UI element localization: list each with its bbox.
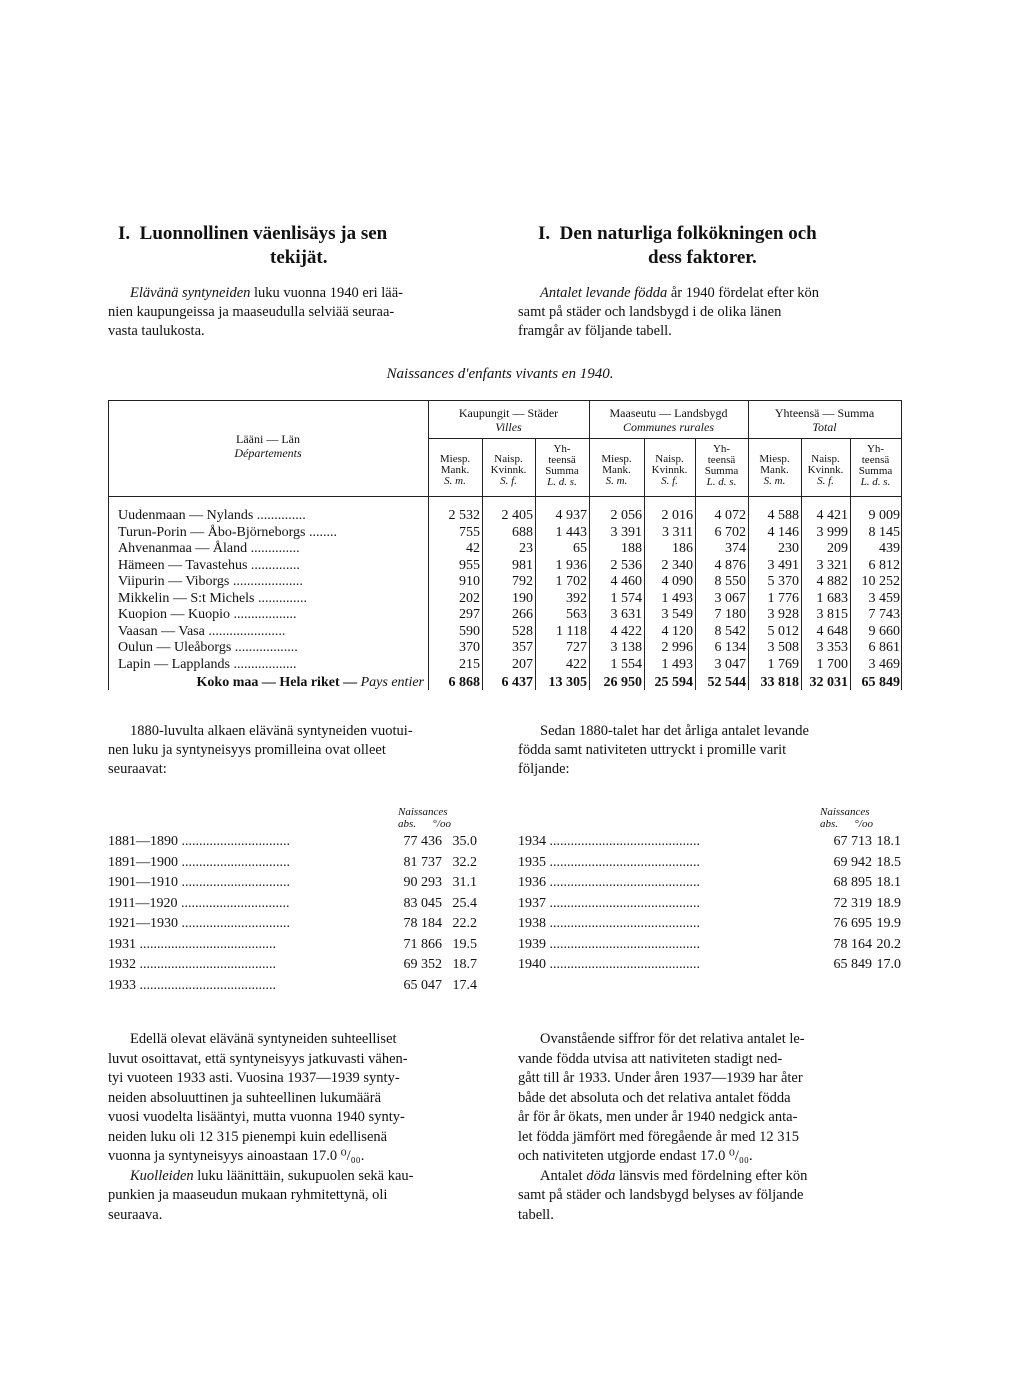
table-cell: 955 [459, 557, 480, 573]
period-label: 1931 ....................................... [108, 936, 276, 952]
table-cell: 1 493 [661, 590, 693, 606]
births-abs: 81 737 [403, 854, 442, 870]
dep-header-l1: Lääni — Län [236, 432, 300, 446]
total-row-label [197, 675, 424, 691]
period-label: 1940 ........................................... [518, 957, 700, 972]
table-cell: 3 311 [662, 524, 693, 540]
table-cell: 10 252 [861, 574, 900, 589]
table-cell: 1 554 [610, 656, 642, 672]
table-cell: 392 [566, 590, 587, 606]
table-cell: 23 [519, 541, 533, 556]
table-cell: 3 491 [767, 557, 799, 573]
table-cell: 6 812 [868, 557, 900, 573]
period-label: 1935 ........................................... [518, 854, 700, 870]
period-label: 1937 ........................................... [518, 895, 700, 911]
table-cell: 1 574 [610, 590, 642, 606]
table-cell: 42 [466, 541, 480, 556]
bl-italic: Kuolleiden [130, 1167, 194, 1184]
total-cell: 6 868 [448, 675, 480, 690]
bl-line: neiden absoluuttinen ja suhteellinen lukumäärä [108, 1089, 382, 1106]
group-cities-l1: Kaupungit — Städer [458, 406, 559, 420]
table-cell: 3 999 [816, 524, 848, 540]
birth-rate: 22.2 [452, 916, 477, 931]
group-rural-l2: Communes rurales [622, 420, 714, 434]
table-cell: 1 776 [767, 590, 799, 606]
table-cell: 910 [459, 574, 480, 589]
sub-sum: Yh- teensä Summa L. d. s. [545, 443, 579, 488]
right-title-number: I. [538, 223, 551, 244]
sub-women: Naisp. Kvinnk. S. f. [490, 453, 527, 487]
births-abs: 77 436 [403, 834, 442, 849]
table-cell: 4 882 [816, 574, 848, 589]
table-cell: 563 [566, 607, 587, 622]
row-label: Vaasan — Vasa ...................... [118, 623, 286, 639]
group-total-l2: Total [812, 420, 837, 434]
period-label: 1933 ....................................... [108, 977, 276, 993]
total-label-bold: Koko maa — Hela riket — [196, 675, 358, 690]
bottom-left-paragraph [108, 1030, 493, 1225]
row-label: Viipurin — Viborgs .................... [118, 574, 303, 589]
total-cell: 6 437 [501, 675, 533, 690]
sub-men: Miesp. Mank. S. m. [601, 453, 632, 487]
total-cell: 65 849 [861, 675, 900, 690]
birth-rate: 25.4 [452, 895, 477, 911]
table-cell: 357 [512, 640, 533, 655]
table-cell: 4 588 [767, 508, 799, 523]
row-label: Ahvenanmaa — Åland .............. [118, 541, 300, 556]
bl-line: luvut osoittavat, että syntyneisyys jatkuvasti vähen- [108, 1050, 408, 1067]
period-label: 1938 ........................................... [518, 916, 700, 931]
births-abs: 78 184 [403, 916, 442, 931]
table-cell: 688 [512, 524, 533, 540]
table-cell: 9 009 [868, 508, 900, 523]
table-cell: 439 [879, 541, 900, 556]
table-cell: 3 469 [868, 656, 900, 672]
birth-rate: 18.5 [876, 854, 901, 870]
table-cell: 2 996 [661, 640, 693, 655]
br-italic: döda [586, 1167, 616, 1184]
birth-rate: 32.2 [452, 854, 477, 870]
table-cell: 4 460 [610, 574, 642, 589]
births-abs: 65 849 [833, 957, 872, 972]
left-intro-l3: vasta taulukosta. [108, 323, 205, 339]
table-cell: 7 743 [868, 607, 900, 622]
table-cell: 4 876 [714, 557, 746, 573]
table-cell: 5 012 [767, 623, 799, 639]
group-cities-l2: Villes [495, 420, 522, 434]
table-cell: 188 [621, 541, 642, 556]
mid-left-l2: nen luku ja syntyneisyys promilleina ovat olleet [108, 742, 386, 758]
table-cell: 3 353 [816, 640, 848, 655]
birth-rate: 20.2 [876, 936, 901, 952]
table-cell: 792 [512, 574, 533, 589]
total-cell: 25 594 [654, 675, 693, 690]
births-abs: 69 942 [833, 854, 872, 870]
left-intro [108, 284, 493, 341]
period-label: 1901—1910 ............................... [108, 875, 290, 890]
right-intro-l1: år 1940 fördelat efter kön [670, 285, 820, 301]
table-cell: 4 421 [816, 508, 848, 523]
right-section-title [538, 222, 908, 270]
left-intro-l2: nien kaupungeissa ja maaseudulla selviää seuraa- [108, 304, 395, 320]
br-line: både det absoluta och det relativa antalet födda [518, 1089, 791, 1106]
table-cell: 3 047 [714, 656, 746, 672]
birth-rate: 19.9 [876, 916, 901, 931]
sub-men: Miesp. Mank. S. m. [759, 453, 790, 487]
table-cell: 6 702 [714, 524, 746, 540]
births-abs: 72 319 [833, 895, 872, 911]
br-p2-l3: tabell. [518, 1206, 554, 1223]
table-cell: 1 118 [556, 623, 587, 639]
left-section-title [118, 222, 478, 270]
row-label: Mikkelin — S:t Michels .............. [118, 590, 307, 606]
births-abs: 71 866 [403, 936, 442, 952]
table-cell: 4 422 [610, 623, 642, 639]
table-cell: 5 370 [767, 574, 799, 589]
total-cell: 32 031 [809, 675, 848, 690]
group-header-cities [428, 406, 589, 434]
table-cell: 3 549 [661, 607, 693, 622]
sub-sum: Yh- teensä Summa L. d. s. [858, 443, 893, 488]
br-line: och nativiteten utgjorde endast 17.0 ⁰/₀₀. [518, 1148, 753, 1164]
table-cell: 374 [725, 541, 746, 556]
table-cell: 65 [573, 541, 587, 556]
births-abs: 90 293 [403, 875, 442, 890]
births-abs: 76 695 [833, 916, 872, 931]
table-cell: 8 145 [868, 524, 900, 540]
table-cell: 4 648 [816, 623, 848, 639]
table-cell: 981 [512, 557, 533, 573]
sub-sum: Yh- teensä Summa L. d. s. [704, 443, 739, 488]
left-title-number: I. [118, 223, 131, 244]
total-cell: 13 305 [548, 675, 587, 690]
table-cell: 2 532 [448, 508, 480, 523]
table-cell: 1 683 [816, 590, 848, 606]
bl-line: vuonna ja syntyneisyys ainoastaan 17.0 ⁰/₀₀. [108, 1148, 365, 1164]
births-abs: 67 713 [833, 834, 872, 849]
br-p2-a: Antalet [540, 1167, 583, 1184]
table-cell: 4 937 [555, 508, 587, 523]
mid-right-paragraph [518, 722, 903, 779]
row-label: Hämeen — Tavastehus .............. [118, 557, 300, 573]
group-rural-l1: Maaseutu — Landsbygd [609, 406, 728, 420]
mid-right-l1: Sedan 1880-talet har det årliga antalet levande [540, 723, 809, 739]
bl-line: neiden luku oli 12 315 pienempi kuin edellisenä [108, 1128, 388, 1145]
table-cell: 207 [512, 656, 533, 672]
births-table [108, 400, 902, 690]
bl-p2-l2: punkien ja maaseudun mukaan ryhmitettynä, oli [108, 1187, 388, 1203]
table-cell: 4 090 [661, 574, 693, 589]
right-title-line2: dess faktorer. [648, 247, 757, 268]
dep-header-l2: Départements [234, 446, 302, 460]
period-label: 1921—1930 ............................... [108, 916, 290, 931]
sub-women: Naisp. Kvinnk. S. f. [651, 453, 688, 487]
table-cell: 2 536 [610, 557, 642, 573]
table-cell: 4 146 [767, 524, 799, 540]
mid-right-l3: följande: [518, 761, 570, 777]
br-line: gått till år 1933. Under åren 1937—1939 har åter [518, 1070, 803, 1086]
left-title-line2: tekijät. [270, 247, 328, 268]
birth-rate: 18.7 [452, 957, 477, 972]
table-cell: 297 [459, 607, 480, 622]
table-cell: 1 700 [816, 656, 848, 672]
table-cell: 8 550 [714, 574, 746, 589]
br-p2-l2: samt på städer och landsbygd belyses av följande [518, 1187, 804, 1203]
birth-rate: 19.5 [452, 936, 477, 952]
period-label: 1934 ........................................... [518, 834, 700, 849]
period-label: 1911—1920 ............................... [108, 895, 290, 911]
mid-left-paragraph [108, 722, 493, 779]
mid-left-l3: seuraavat: [108, 761, 167, 777]
mid-left-l1: 1880-luvulta alkaen elävänä syntyneiden vuotui- [130, 723, 413, 739]
table-cell: 186 [672, 541, 693, 556]
br-line: Ovanstående siffror för det relativa antalet le- [540, 1031, 805, 1047]
births-abs: 83 045 [403, 895, 442, 911]
small-left-head: Naissances abs. °/oo [398, 806, 451, 830]
table-cell: 8 542 [714, 623, 746, 639]
mid-right-l2: födda samt nativiteten uttryckt i promille varit [518, 742, 787, 758]
period-label: 1932 ....................................... [108, 957, 276, 972]
bl-p2-l1: luku läänittäin, sukupuolen sekä kau- [197, 1167, 414, 1184]
table-cell: 6 861 [868, 640, 900, 655]
birth-rate: 35.0 [452, 834, 477, 849]
table-cell: 1 493 [661, 656, 693, 672]
table-cell: 3 138 [610, 640, 642, 655]
table-cell: 266 [512, 607, 533, 622]
table-cell: 2 056 [610, 508, 642, 523]
table-cell: 190 [512, 590, 533, 606]
table-cell: 3 459 [868, 590, 900, 606]
bl-line: tyi vuoteen 1933 asti. Vuosina 1937—1939 synty- [108, 1070, 400, 1086]
total-label-italic: Pays entier [360, 675, 424, 690]
group-header-rural [589, 406, 748, 434]
row-label: Turun-Porin — Åbo-Björneborgs ........ [118, 524, 337, 540]
table-cell: 209 [827, 541, 848, 556]
group-total-l1: Yhteensä — Summa [774, 406, 875, 420]
table-cell: 4 120 [661, 623, 693, 639]
birth-rate: 31.1 [452, 875, 477, 890]
table-cell: 2 340 [661, 557, 693, 573]
table-cell: 1 936 [555, 557, 587, 573]
bottom-right-paragraph [518, 1030, 903, 1225]
br-line: år för år ökats, men under år 1940 nedgick anta- [518, 1109, 798, 1125]
table-cell: 202 [459, 590, 480, 606]
row-label: Uudenmaan — Nylands .............. [118, 508, 306, 523]
row-label: Lapin — Lapplands .................. [118, 656, 297, 672]
dep-header [198, 432, 338, 460]
birth-rate: 18.1 [876, 834, 901, 849]
period-label: 1936 ........................................... [518, 875, 700, 890]
period-label: 1881—1890 ............................... [108, 834, 290, 849]
births-abs: 78 164 [833, 936, 872, 952]
table-cell: 3 391 [610, 524, 642, 540]
row-label: Kuopion — Kuopio .................. [118, 607, 297, 622]
right-intro-l2: samt på städer och landsbygd i de olika länen [518, 304, 782, 320]
table-cell: 422 [566, 656, 587, 672]
table-cell: 1 769 [767, 656, 799, 672]
table-cell: 727 [566, 640, 587, 655]
bl-line: Edellä olevat elävänä syntyneiden suhteelliset [130, 1031, 397, 1047]
births-abs: 68 895 [833, 875, 872, 890]
births-abs: 65 047 [403, 977, 442, 993]
table-cell: 6 134 [714, 640, 746, 655]
period-label: 1939 ........................................... [518, 936, 700, 952]
table-cell: 3 067 [714, 590, 746, 606]
right-intro-l3: framgår av följande tabell. [518, 323, 672, 339]
table-cell: 9 660 [868, 623, 900, 639]
group-header-total [748, 406, 901, 434]
right-title-line1: Den naturliga folkökningen och [559, 223, 817, 244]
table-cell: 528 [512, 623, 533, 639]
bl-line: vuosi vuodelta lisääntyi, mutta vuonna 1940 synty- [108, 1109, 405, 1125]
total-cell: 33 818 [760, 675, 799, 690]
table-cell: 2 016 [661, 508, 693, 523]
birth-rate: 18.9 [876, 895, 901, 911]
table-cell: 3 631 [610, 607, 642, 622]
table-cell: 3 508 [767, 640, 799, 655]
small-right-head: Naissances abs. °/oo [820, 806, 873, 830]
table-cell: 3 928 [767, 607, 799, 622]
bl-p2-l3: seuraava. [108, 1206, 163, 1223]
table-cell: 370 [459, 640, 480, 655]
total-cell: 52 544 [707, 675, 746, 690]
sub-women: Naisp. Kvinnk. S. f. [807, 453, 844, 487]
left-intro-italic: Elävänä syntyneiden [130, 285, 251, 301]
left-title-line1: Luonnollinen väenlisäys ja sen [139, 223, 388, 244]
sub-men: Miesp. Mank. S. m. [439, 453, 471, 487]
row-label: Oulun — Uleåborgs .................. [118, 640, 298, 655]
br-line: let födda jämfört med föregående år med 12 315 [518, 1128, 800, 1145]
left-intro-l1: luku vuonna 1940 eri lää- [254, 285, 404, 301]
total-cell: 26 950 [603, 675, 642, 690]
birth-rate: 17.0 [876, 957, 901, 972]
births-abs: 69 352 [403, 957, 442, 972]
table-cell: 7 180 [714, 607, 746, 622]
br-line: vande födda utvisa att nativiteten stadigt ned- [518, 1050, 783, 1067]
period-label: 1891—1900 ............................... [108, 854, 290, 870]
table-cell: 1 702 [555, 574, 587, 589]
br-p2-l1: länsvis med fördelning efter kön [618, 1167, 808, 1184]
table-caption: Naissances d'enfants vivants en 1940. [386, 366, 614, 382]
table-cell: 3 815 [816, 607, 848, 622]
table-cell: 4 072 [714, 508, 746, 523]
birth-rate: 17.4 [452, 977, 477, 993]
table-cell: 215 [459, 656, 480, 672]
right-intro-italic: Antalet levande födda [540, 285, 668, 301]
table-cell: 230 [778, 541, 799, 556]
birth-rate: 18.1 [876, 875, 901, 890]
table-cell: 2 405 [501, 508, 533, 523]
table-cell: 3 321 [816, 557, 848, 573]
table-cell: 755 [459, 524, 480, 540]
table-cell: 590 [459, 623, 480, 639]
table-cell: 1 443 [555, 524, 587, 540]
right-intro [518, 284, 903, 341]
